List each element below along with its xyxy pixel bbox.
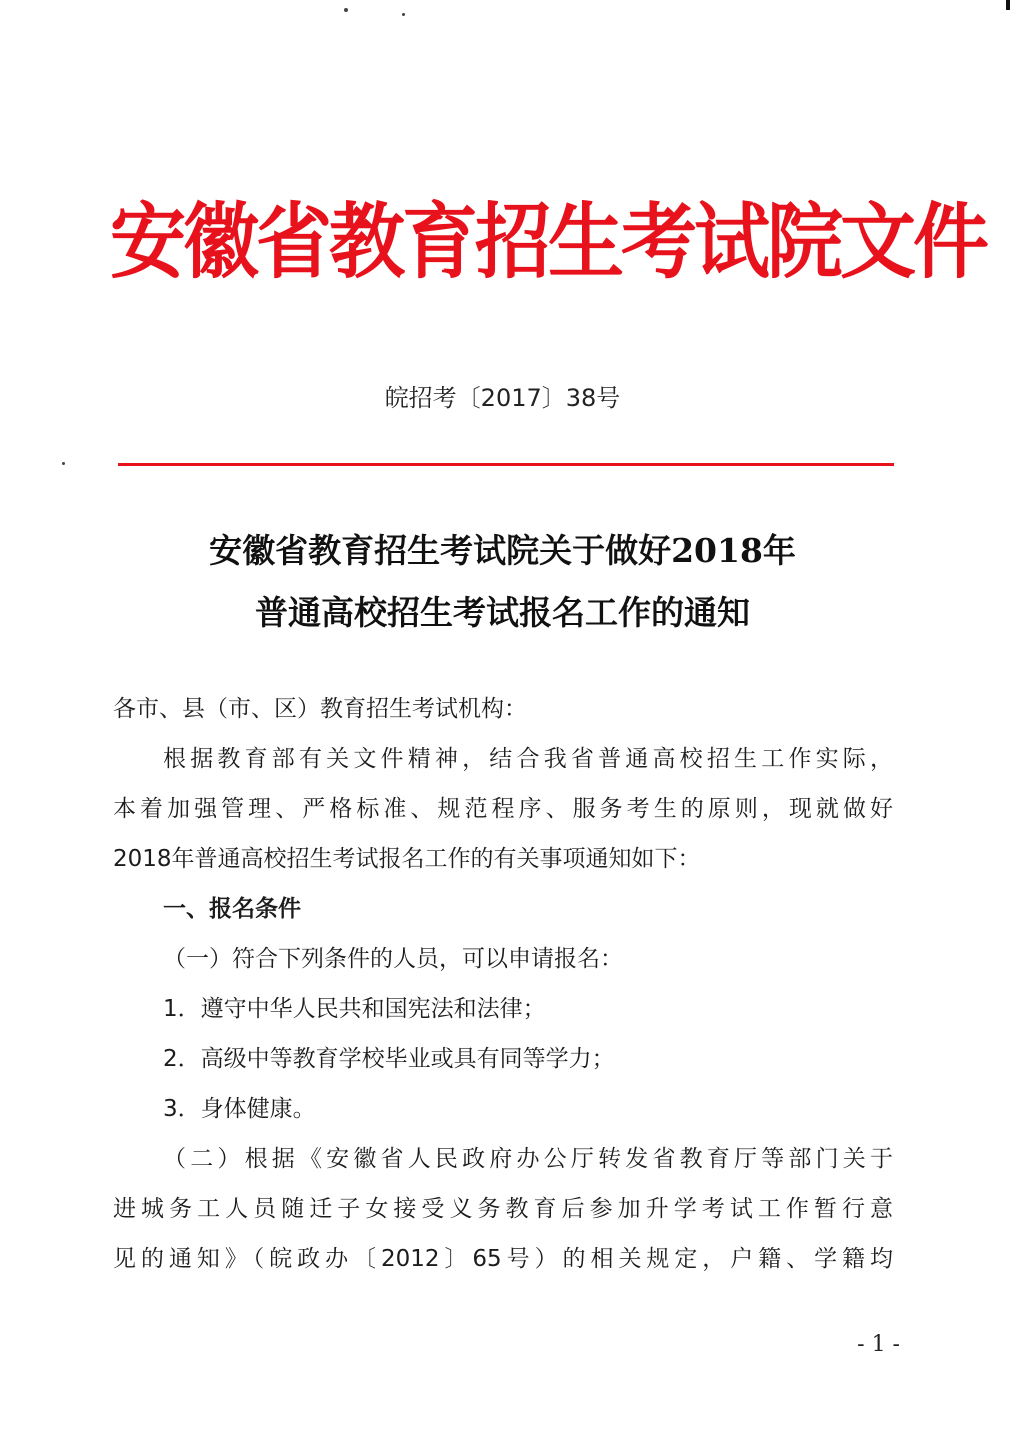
subsection-2-line: （二）根据《安徽省人民政府办公厅转发省教育厅等部门关于: [163, 1146, 893, 1172]
condition-item: 1．遵守中华人民共和国宪法和法律；: [163, 996, 546, 1022]
condition-item: 2．高级中等教育学校毕业或具有同等学力；: [163, 1046, 615, 1072]
scan-speck: [402, 13, 405, 16]
page-number: - 1 -: [857, 1332, 900, 1357]
subsection-2-line: 见的通知》（皖政办〔2012〕65号）的相关规定，户籍、学籍均: [113, 1246, 893, 1272]
subsection-heading: （一）符合下列条件的人员，可以申请报名：: [163, 946, 623, 972]
intro-line: 2018年普通高校招生考试报名工作的有关事项通知如下：: [113, 846, 701, 872]
condition-item: 3．身体健康。: [163, 1096, 316, 1122]
addressee-line: 各市、县（市、区）教育招生考试机构：: [113, 696, 527, 722]
intro-line: 根据教育部有关文件精神，结合我省普通高校招生工作实际，: [163, 746, 893, 772]
section-heading-registration-conditions: 一、报名条件: [163, 895, 301, 922]
notice-title-line-1: 安徽省教育招生考试院关于做好2018年: [209, 531, 796, 570]
scan-speck: [62, 462, 65, 465]
subsection-2-line: 进城务工人员随迁子女接受义务教育后参加升学考试工作暂行意: [113, 1196, 893, 1222]
red-divider-line: [118, 463, 894, 466]
scan-edge-mark: [1006, 0, 1010, 10]
scan-speck: [344, 8, 348, 12]
notice-title-line-2: 普通高校招生考试报名工作的通知: [255, 593, 750, 632]
document-number: 皖招考〔2017〕38号: [384, 384, 621, 412]
masthead-title: 安徽省教育招生考试院文件: [110, 193, 986, 290]
notice-body: [113, 684, 893, 1284]
intro-line: 本着加强管理、严格标准、规范程序、服务考生的原则，现就做好: [113, 796, 893, 822]
notice-title: [0, 520, 1005, 644]
